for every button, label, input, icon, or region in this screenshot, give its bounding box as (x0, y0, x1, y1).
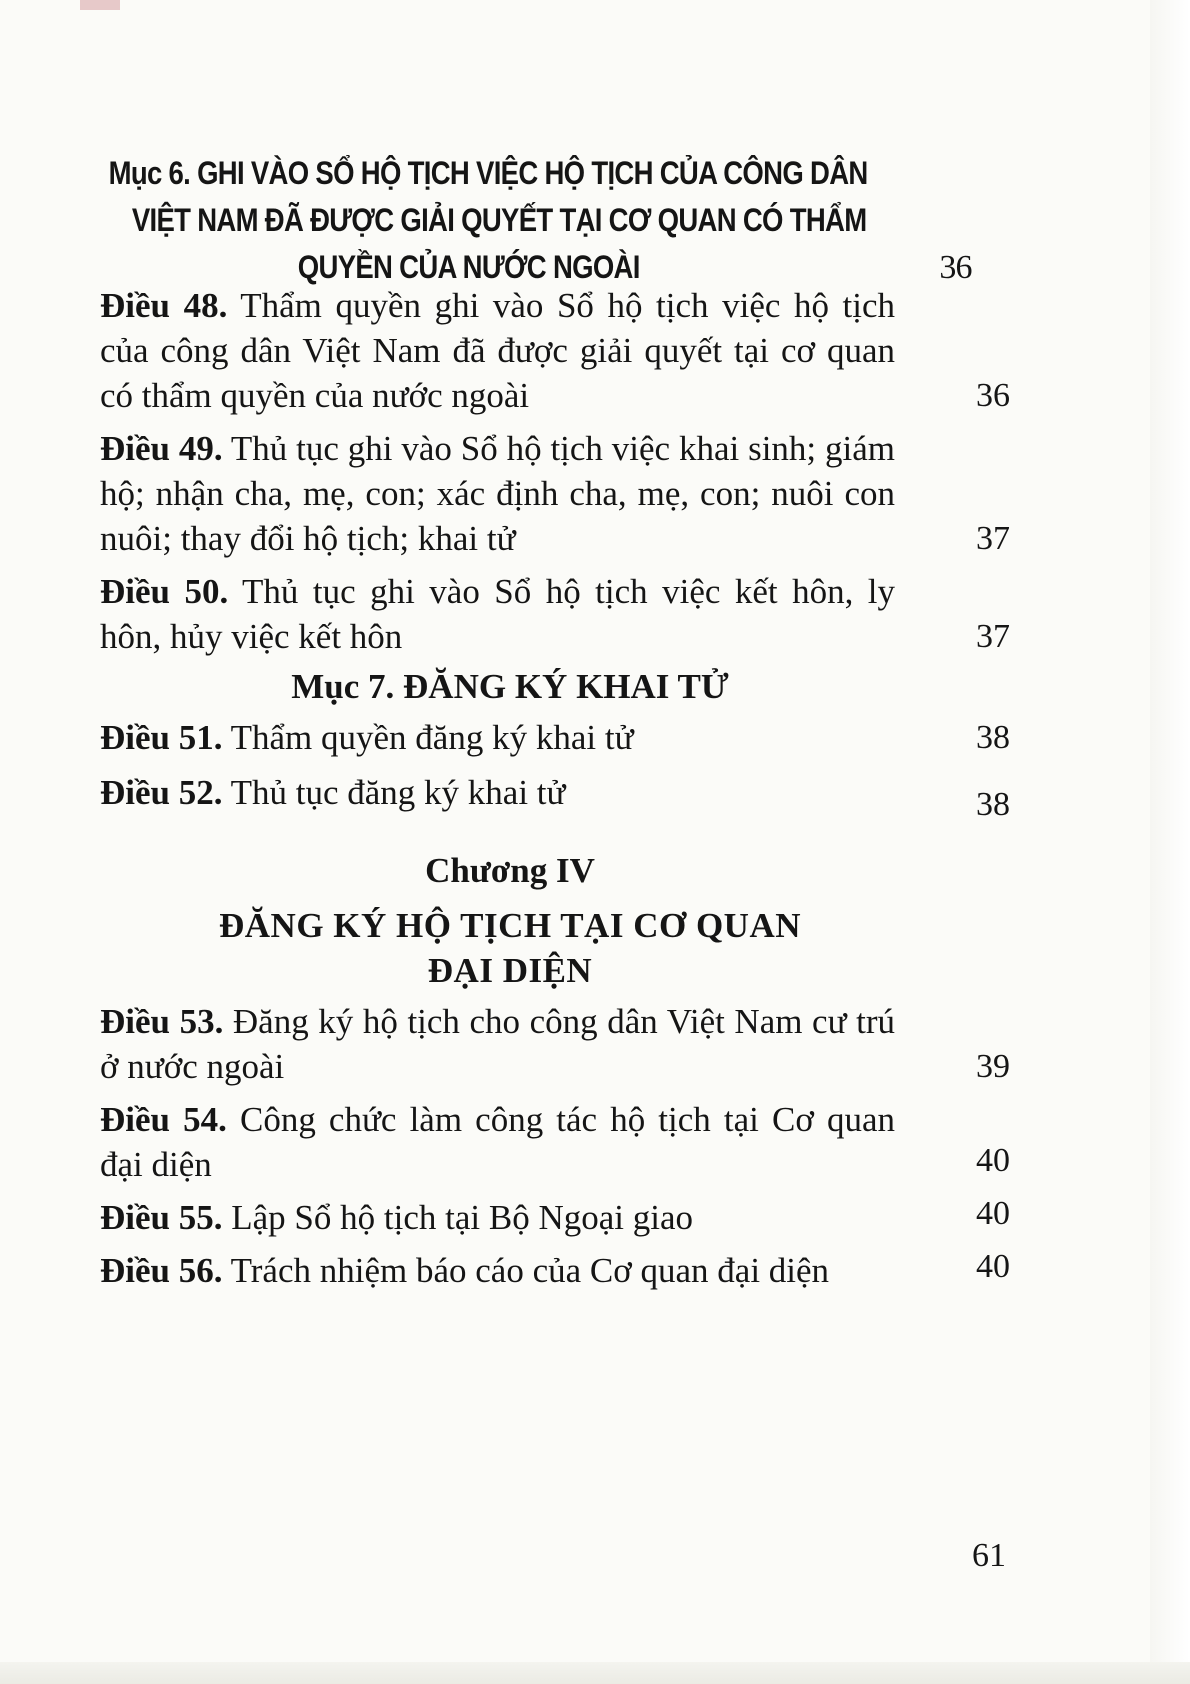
article-label: Điều 49. (100, 429, 223, 468)
page-number: 36 (976, 377, 1010, 414)
scan-edge-shadow (1150, 0, 1190, 1684)
page-number: 40 (976, 1142, 1010, 1179)
toc-entry-text (100, 1195, 895, 1240)
article-title: Thẩm quyền ghi vào Sổ hộ tịch việc hộ tịch của công dân Việt Nam đã được giải quyết tại cơ quan có thẩm quyền của nước ngoài (100, 286, 896, 415)
article-title: Lập Sổ hộ tịch tại Bộ Ngoại giao (231, 1198, 693, 1237)
article-title: Công chức làm công tác hộ tịch tại Cơ quan đại diện (100, 1100, 895, 1184)
page-number: 37 (976, 618, 1010, 655)
article-label: Điều 51. (100, 718, 223, 757)
article-title: Thủ tục đăng ký khai tử (230, 773, 566, 812)
toc-entry-dieu-50 (100, 569, 1010, 659)
section-7-heading: Mục 7. ĐĂNG KÝ KHAI TỬ (291, 667, 729, 706)
toc-entry-text (100, 1248, 895, 1293)
page-number: 37 (976, 520, 1010, 557)
article-label: Điều 50. (100, 572, 229, 611)
toc-entry-text (100, 426, 895, 561)
toc-entry-text (100, 999, 895, 1089)
page-number: 40 (976, 1195, 1010, 1232)
article-title: Trách nhiệm báo cáo của Cơ quan đại diện (230, 1251, 830, 1290)
article-title: Đăng ký hộ tịch cho công dân Việt Nam cư trú ở nước ngoài (100, 1002, 896, 1086)
toc-entry-dieu-56 (100, 1248, 1010, 1293)
section-6-line-3: QUYỀN CỦA NƯỚC NGOÀI (297, 249, 640, 285)
section-6-heading (100, 150, 1010, 291)
scan-edge-mark (80, 0, 120, 10)
toc-entry-dieu-48 (100, 283, 1010, 418)
folio-page-number: 61 (972, 1537, 1006, 1574)
article-label: Điều 54. (100, 1100, 227, 1139)
article-label: Điều 52. (100, 773, 223, 812)
page-number: 40 (976, 1248, 1010, 1285)
page-number: 39 (976, 1048, 1010, 1085)
toc-entry-dieu-52 (100, 770, 1010, 823)
toc-entry-text (100, 1097, 895, 1187)
article-label: Điều 55. (100, 1198, 223, 1237)
article-title: Thủ tục ghi vào Sổ hộ tịch việc khai sinh; giám hộ; nhận cha, mẹ, con; xác định cha, mẹ, con; nuôi con nuôi; thay đổi hộ tịch; khai tử (100, 429, 896, 558)
article-label: Điều 53. (100, 1002, 224, 1041)
section-6-line-1: Mục 6. GHI VÀO SỔ HỘ TỊCH VIỆC HỘ TỊCH CỦA CÔNG DÂN (108, 155, 868, 191)
article-label: Điều 48. (100, 286, 228, 325)
toc-entry-dieu-49 (100, 426, 1010, 561)
toc-entry-dieu-54 (100, 1097, 1010, 1187)
chapter-title-line-1: ĐĂNG KÝ HỘ TỊCH TẠI CƠ QUAN (219, 906, 801, 945)
page-number: 38 (976, 719, 1010, 756)
section-6-page-number: 36 (939, 249, 972, 286)
toc-entry-dieu-51 (100, 715, 1010, 760)
article-label: Điều 56. (100, 1251, 223, 1290)
toc-entry-dieu-53 (100, 999, 1010, 1089)
section-6-line-2: VIỆT NAM ĐÃ ĐƯỢC GIẢI QUYẾT TẠI CƠ QUAN CÓ THẨM (131, 202, 867, 238)
toc-entry-text (100, 715, 895, 760)
chapter-title (100, 903, 920, 993)
article-title: Thủ tục ghi vào Sổ hộ tịch việc kết hôn, ly hôn, hủy việc kết hôn (100, 572, 896, 656)
toc-entry-text (100, 770, 895, 815)
toc-entry-dieu-55 (100, 1195, 1010, 1240)
table-of-contents (100, 150, 1010, 1293)
page-number: 38 (976, 786, 1010, 823)
chapter-title-line-2: ĐẠI DIỆN (427, 951, 593, 990)
scan-edge-bottom (0, 1662, 1190, 1684)
toc-entry-text (100, 569, 895, 659)
article-title: Thẩm quyền đăng ký khai tử (230, 718, 634, 757)
chapter-label: Chương IV (425, 851, 595, 890)
toc-entry-text (100, 283, 895, 418)
